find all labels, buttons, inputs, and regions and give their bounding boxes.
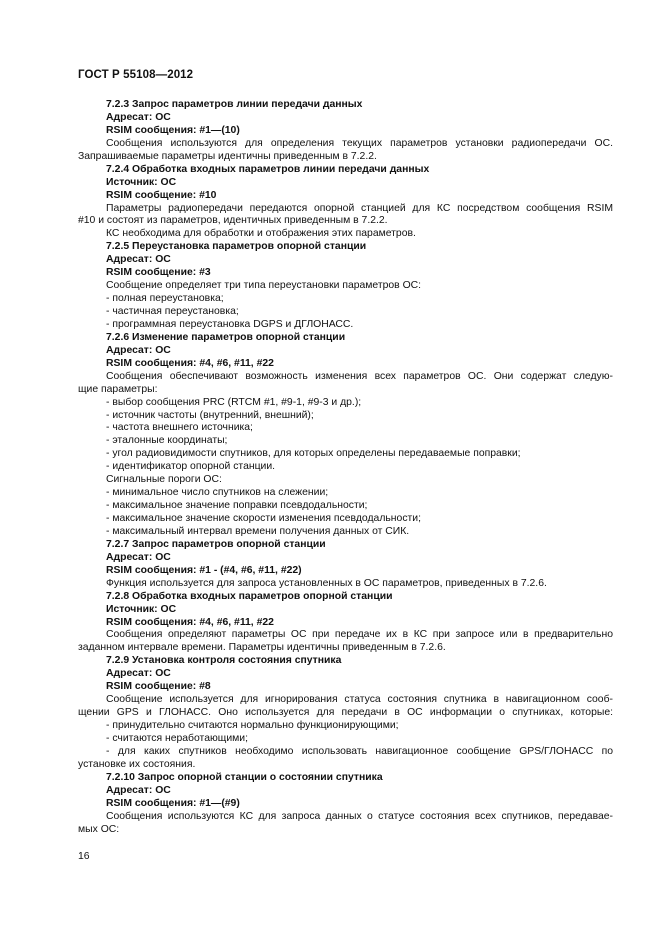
- field-label: Адресат: ОС: [106, 784, 171, 796]
- list-item: - принудительно считаются нормально функционирующими;: [106, 720, 399, 731]
- page-number: 16: [78, 851, 90, 862]
- list-item: - полная переустановка;: [106, 293, 224, 305]
- text-line: Сообщение используется для игнорирования статуса состояния спутника в навигационном сооб-: [106, 694, 613, 706]
- text-line: установке их состояния.: [78, 758, 196, 770]
- text-line: КС необходима для обработки и отображения этих параметров.: [106, 228, 416, 240]
- document-header: ГОСТ Р 55108—2012: [78, 69, 194, 81]
- list-item: - максимальное значение поправки псевдодальности;: [106, 500, 368, 512]
- text-line: мых ОС:: [78, 823, 120, 835]
- list-item: - программная переустановка DGPS и ДГЛОНАСС.: [106, 318, 354, 330]
- text-line: Запрашиваемые параметры идентичны приведенным в 7.2.2.: [78, 150, 377, 162]
- text-line: Сигнальные пороги ОС:: [106, 474, 222, 486]
- list-item: - максимальный интервал времени получения данных от СИК.: [106, 525, 410, 537]
- section-heading: 7.2.5 Переустановка параметров опорной станции: [106, 241, 367, 253]
- text-line: Сообщения используются для определения текущих параметров установки радиопередачи ОС.: [106, 137, 613, 149]
- field-label: Источник: ОС: [106, 603, 177, 615]
- field-label: RSIM сообщения: #1 - (#4, #6, #11, #22): [106, 564, 302, 576]
- section-heading: 7.2.6 Изменение параметров опорной станции: [106, 331, 346, 343]
- list-item: - идентификатор опорной станции.: [106, 461, 276, 473]
- text-line: Сообщения используются КС для запроса данных о статусе состояния всех спутников, передавае-: [106, 810, 613, 822]
- section-heading: 7.2.8 Обработка входных параметров опорной станции: [106, 590, 393, 602]
- text-line: Функция используется для запроса установленных в ОС параметров, приведенных в 7.2.6.: [106, 577, 547, 589]
- list-item: - частота внешнего источника;: [106, 422, 253, 434]
- text-line: щие параметры:: [78, 383, 158, 395]
- field-label: Адресат: ОС: [106, 111, 171, 123]
- field-label: RSIM сообщения: #4, #6, #11, #22: [106, 616, 274, 628]
- list-item: - выбор сообщения PRC (RTCM #1, #9-1, #9-3 и др.);: [106, 396, 362, 408]
- field-label: RSIM сообщения: #4, #6, #11, #22: [106, 357, 274, 369]
- field-label: Адресат: ОС: [106, 668, 171, 680]
- list-item: - угол радиовидимости спутников, для которых определены передаваемые поправки;: [106, 448, 521, 460]
- text-line: Сообщения обеспечивают возможность изменения всех параметров ОС. Они содержат следую-: [106, 370, 613, 382]
- list-item: - минимальное число спутников на слежении;: [106, 487, 329, 499]
- section-heading: 7.2.10 Запрос опорной станции о состоянии спутника: [106, 771, 383, 783]
- list-item: - считаются неработающими;: [106, 732, 248, 744]
- text-line: щении GPS и ГЛОНАСС. Оно используется для передачи в ОС информации о спутниках, которые:: [78, 707, 613, 719]
- list-item: - для каких спутников необходимо использовать навигационное сообщение GPS/ГЛОНАСС по: [106, 745, 613, 757]
- text-line: заданном интервале времени. Параметры идентичны приведенным в 7.2.6.: [78, 642, 446, 654]
- text-line: #10 и состоят из параметров, идентичных приведенным в 7.2.2.: [78, 215, 388, 227]
- section-heading: 7.2.4 Обработка входных параметров линии передачи данных: [106, 163, 430, 175]
- field-label: RSIM сообщение: #10: [106, 189, 217, 201]
- list-item: - источник частоты (внутренний, внешний);: [106, 409, 314, 421]
- field-label: Адресат: ОС: [106, 344, 171, 356]
- field-label: RSIM сообщения: #1—(#9): [106, 797, 240, 809]
- field-label: Адресат: ОС: [106, 254, 171, 266]
- section-heading: 7.2.3 Запрос параметров линии передачи данных: [106, 99, 363, 110]
- field-label: RSIM сообщение: #8: [106, 681, 211, 693]
- document-body: [78, 99, 613, 836]
- section-heading: 7.2.9 Установка контроля состояния спутника: [106, 655, 342, 667]
- field-label: RSIM сообщение: #3: [106, 267, 211, 279]
- text-line: Сообщения определяют параметры ОС при передаче их в КС при запросе или в предварительно: [106, 629, 613, 641]
- text-line: Параметры радиопередачи передаются опорной станцией для КС посредством сообщения RSIM: [106, 202, 613, 214]
- list-item: - максимальное значение скорости изменения псевдодальности;: [106, 513, 421, 524]
- field-label: RSIM сообщения: #1—(10): [106, 124, 240, 136]
- text-line: Сообщение определяет три типа переустановки параметров ОС:: [106, 280, 422, 292]
- list-item: - эталонные координаты;: [106, 435, 228, 447]
- section-heading: 7.2.7 Запрос параметров опорной станции: [106, 538, 326, 550]
- field-label: Адресат: ОС: [106, 551, 171, 563]
- list-item: - частичная переустановка;: [106, 306, 239, 317]
- field-label: Источник: ОС: [106, 176, 177, 188]
